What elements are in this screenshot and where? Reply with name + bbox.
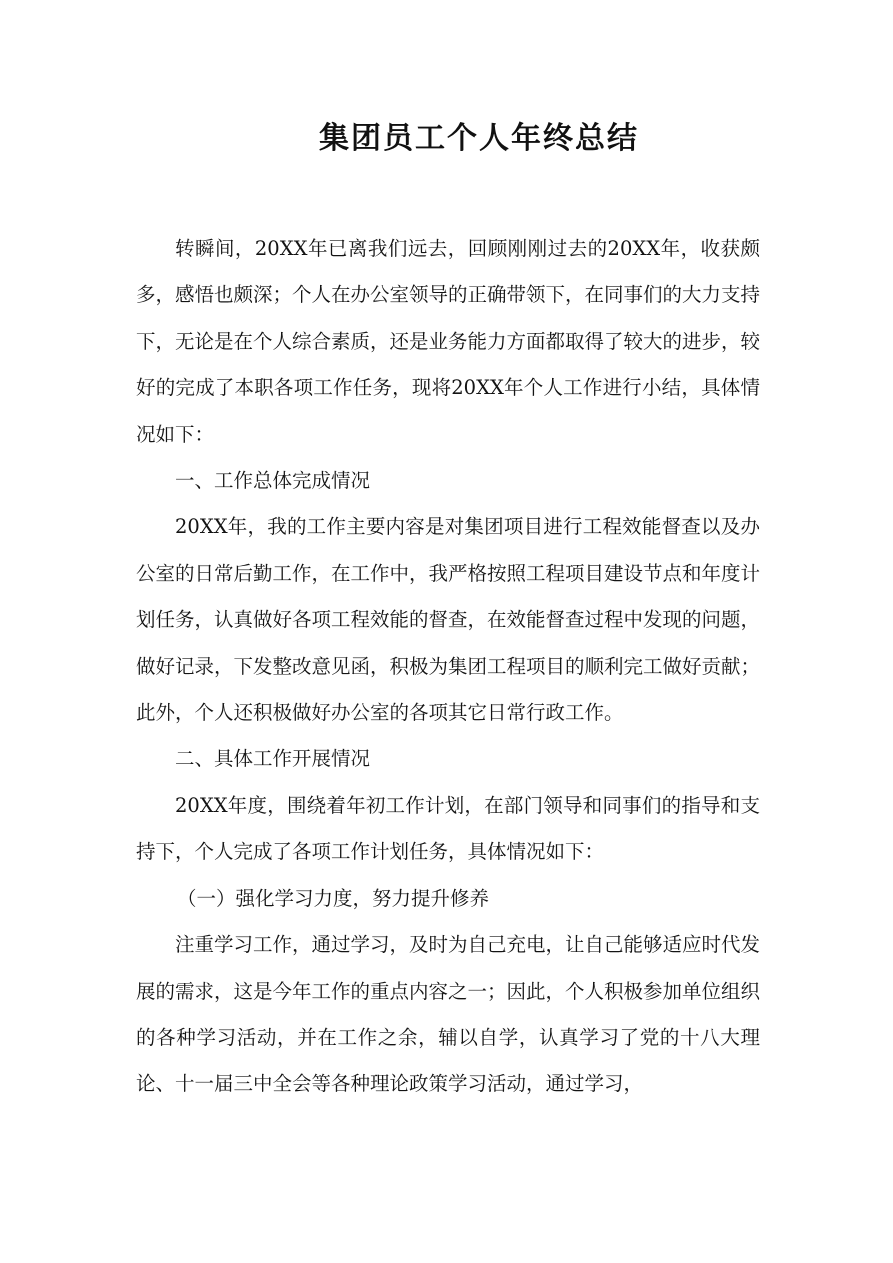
section-heading-details: 二、具体工作开展情况 bbox=[175, 747, 371, 771]
document-title: 集团员工个人年终总结 bbox=[319, 121, 639, 156]
paragraph-intro: 转瞬间，20XX年已离我们远去，回顾刚刚过去的20XX年，收获颇多，感悟也颇深；个人在办公室领导的正确带领下，在同事们的大力支持下，无论是在个人综合素质，还是业务能力方面都取得了较大的进步，较好的完成了本职各项工作任务，现将20XX年个人工作进行小结，具体情况如下： bbox=[136, 237, 761, 446]
paragraph-overall: 20XX年，我的工作主要内容是对集团项目进行工程效能督查以及办公室的日常后勤工作，在工作中，我严格按照工程项目建设节点和年度计划任务，认真做好各项工程效能的督查，在效能督查过程中发现的问题，做好记录，下发整改意见函，积极为集团工程项目的顺利完工做好贡献；此外，个人还积极做好办公室的各项其它日常行政工作。 bbox=[136, 515, 761, 725]
document-body bbox=[136, 226, 760, 1108]
paragraph-details: 20XX年度，围绕着年初工作计划，在部门领导和同事们的指导和支持下，个人完成了各项工作计划任务，具体情况如下： bbox=[136, 793, 760, 864]
section-heading-overall: 一、工作总体完成情况 bbox=[175, 469, 371, 493]
subsection-heading-study: （一）强化学习力度，努力提升修养 bbox=[176, 886, 489, 910]
paragraph-study: 注重学习工作，通过学习，及时为自己充电，让自己能够适应时代发展的需求，这是今年工作的重点内容之一；因此，个人积极参加单位组织的各种学习活动，并在工作之余，辅以自学，认真学习了党的十八大理论、十一届三中全会等各种理论政策学习活动，通过学习， bbox=[136, 933, 761, 1096]
